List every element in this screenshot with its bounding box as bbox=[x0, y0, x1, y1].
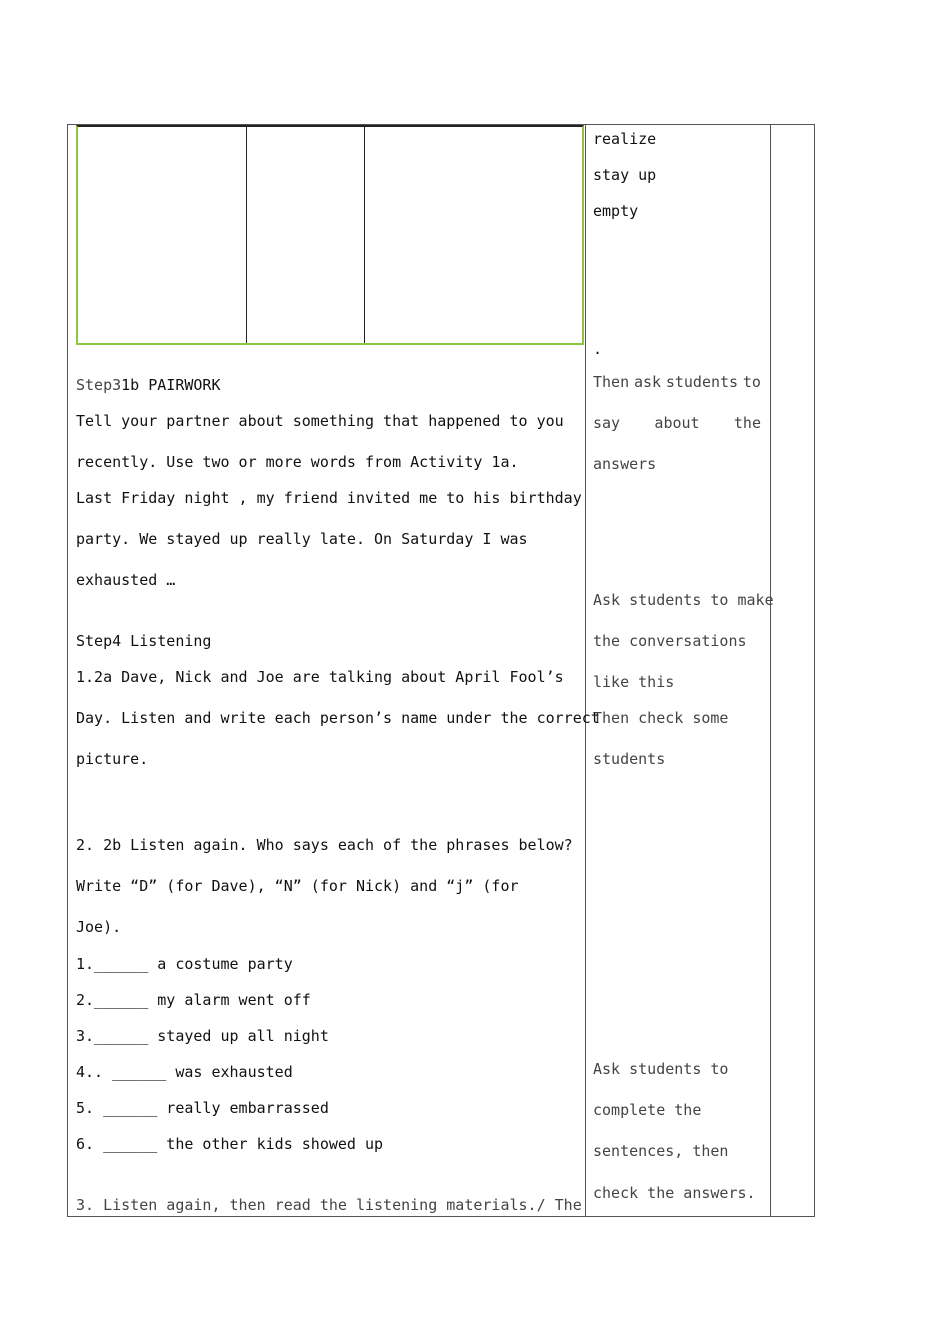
step4-task2: Joe). bbox=[76, 918, 122, 936]
step3-example: exhausted … bbox=[76, 571, 176, 589]
step3-title: Step31b PAIRWORK bbox=[76, 376, 221, 394]
phrase-item: 1.______ a costume party bbox=[76, 955, 293, 973]
teacher-note-line: Then ask students to bbox=[593, 373, 761, 391]
phrase-item: 6. ______ the other kids showed up bbox=[76, 1135, 384, 1153]
step3-example: party. We stayed up really late. On Saturday I was bbox=[76, 530, 528, 548]
step4-task3: 3. Listen again, then read the listening materials./ The bbox=[76, 1196, 582, 1214]
teacher-note-line: Ask students to make bbox=[593, 591, 774, 609]
column-divider bbox=[770, 125, 771, 1216]
nested-column-divider bbox=[246, 127, 247, 343]
teacher-note-line: sentences, then bbox=[593, 1142, 729, 1160]
step3-instruction: recently. Use two or more words from Activity 1a. bbox=[76, 453, 519, 471]
step4-task1: picture. bbox=[76, 750, 149, 768]
step3-instruction: Tell your partner about something that happened to you bbox=[76, 412, 564, 430]
teacher-note-line: Ask students to bbox=[593, 1060, 729, 1078]
vocab-realize: realize bbox=[593, 130, 657, 148]
step3-example: Last Friday night , my friend invited me to his birthday bbox=[76, 489, 582, 507]
step4-task1: 1.2a Dave, Nick and Joe are talking about April Fool’s bbox=[76, 668, 564, 686]
teacher-note-line: like this bbox=[593, 673, 675, 691]
step4-title: Step4 Listening bbox=[76, 632, 212, 650]
vocab-empty: empty bbox=[593, 202, 639, 220]
step4-task2: Write “D” (for Dave), “N” (for Nick) and “j” (for bbox=[76, 877, 519, 895]
teacher-note-line: the conversations bbox=[593, 632, 747, 650]
teacher-note-line: students bbox=[593, 750, 666, 768]
teacher-note-line: Then check some bbox=[593, 709, 729, 727]
phrase-item: 3.______ stayed up all night bbox=[76, 1027, 329, 1045]
phrase-item: 5. ______ really embarrassed bbox=[76, 1099, 329, 1117]
phrase-item: 4.. ______ was exhausted bbox=[76, 1063, 293, 1081]
teacher-note-line: check the answers. bbox=[593, 1184, 756, 1202]
teacher-note-line: say about the bbox=[593, 414, 761, 432]
nested-column-divider bbox=[364, 127, 365, 343]
teacher-note-line: complete the bbox=[593, 1101, 702, 1119]
vocab-stay-up: stay up bbox=[593, 166, 657, 184]
teacher-note-line: answers bbox=[593, 455, 657, 473]
step4-task2: 2. 2b Listen again. Who says each of the phrases below? bbox=[76, 836, 573, 854]
column-divider bbox=[585, 125, 586, 1216]
phrase-item: 2.______ my alarm went off bbox=[76, 991, 311, 1009]
nested-table bbox=[76, 125, 584, 345]
period-mark: . bbox=[593, 340, 603, 358]
step4-task1: Day. Listen and write each person’s name under the correct bbox=[76, 709, 600, 727]
